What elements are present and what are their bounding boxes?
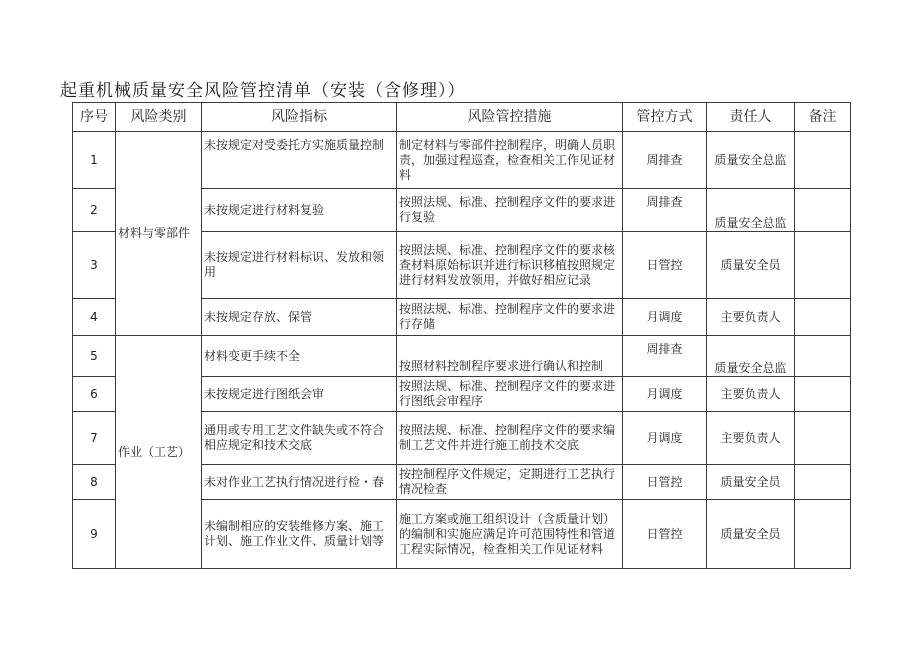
note-cell [795,299,851,336]
indicator-cell: 未对作业工艺执行情况进行检・春 [202,465,397,500]
note-cell [795,377,851,412]
row-number: 1 [73,132,116,189]
note-cell [795,500,851,569]
table-row [73,132,851,189]
owner-cell: 质量安全员 [707,232,795,299]
measures-cell: 按照法规、标准、控制程序文件的要求进行图纸会审程序 [397,377,623,412]
row-number: 3 [73,232,116,299]
category-cell: 材料与零部件 [116,132,202,336]
mode-cell: 月调度 [623,412,707,465]
mode-cell: 周排查 [623,336,707,377]
indicator-cell: 未按规定对受委托方实施质量控制 [202,132,397,189]
mode-cell: 月调度 [623,299,707,336]
table-header-row [73,103,851,132]
page-title: 起重机械质量安全风险管控清单（安装（含修理）） [60,81,466,101]
note-cell [795,189,851,232]
category-cell: 作业（工艺） [116,336,202,569]
header-seq: 序号 [73,103,116,132]
measures-cell: 按照材料控制程序要求进行确认和控制 [397,336,623,377]
note-cell [795,132,851,189]
row-number: 8 [73,465,116,500]
note-cell [795,465,851,500]
measures-cell: 制定材料与零部件控制程序，明确人员职责，加强过程巡查，检查相关工作见证材料 [397,132,623,189]
row-number: 4 [73,299,116,336]
header-mode: 管控方式 [623,103,707,132]
indicator-cell: 未按规定存放、保管 [202,299,397,336]
indicator-cell: 未按规定进行图纸会审 [202,377,397,412]
row-number: 5 [73,336,116,377]
mode-cell: 月调度 [623,377,707,412]
owner-cell: 主要负责人 [707,412,795,465]
measures-cell: 按照法规、标准、控制程序文件的要求进行存储 [397,299,623,336]
header-category: 风险类别 [116,103,202,132]
mode-cell: 周排查 [623,189,707,232]
indicator-cell: 未按规定进行材料复验 [202,189,397,232]
header-measures: 风险管控措施 [397,103,623,132]
row-number: 9 [73,500,116,569]
measures-cell: 按照法规、标准、控制程序文件的要求进行复验 [397,189,623,232]
header-owner: 责任人 [707,103,795,132]
header-note: 备注 [795,103,851,132]
measures-cell: 施工方案或施工组织设计（含质量计划）的编制和实施应满足许可范围特性和管道工程实际情况，检查相关工作见证材料 [397,500,623,569]
indicator-cell: 未按规定进行材料标识、发放和领用 [202,232,397,299]
row-number: 6 [73,377,116,412]
note-cell [795,412,851,465]
mode-cell: 日管控 [623,465,707,500]
mode-cell: 日管控 [623,232,707,299]
owner-cell: 质量安全总监 [707,189,795,232]
indicator-cell: 材料变更手续不全 [202,336,397,377]
owner-cell: 质量安全员 [707,465,795,500]
indicator-cell: 通用或专用工艺文件缺失或不符合相应规定和技术交底 [202,412,397,465]
measures-cell: 按照法规、标准、控制程序文件的要求编制工艺文件并进行施工前技术交底 [397,412,623,465]
mode-cell: 日管控 [623,500,707,569]
indicator-cell: 未编制相应的安装维修方案、施工计划、施工作业文件、质量计划等 [202,500,397,569]
risk-control-table [72,102,851,569]
owner-cell: 主要负责人 [707,377,795,412]
row-number: 2 [73,189,116,232]
note-cell [795,336,851,377]
row-number: 7 [73,412,116,465]
owner-cell: 质量安全员 [707,500,795,569]
owner-cell: 主要负责人 [707,299,795,336]
owner-cell: 质量安全总监 [707,132,795,189]
owner-cell: 质量安全总监 [707,336,795,377]
table-row [73,336,851,377]
measures-cell: 按控制程序文件规定，定期进行工艺执行情况检查 [397,465,623,500]
header-indicator: 风险指标 [202,103,397,132]
mode-cell: 周排查 [623,132,707,189]
note-cell [795,232,851,299]
measures-cell: 按照法规、标准、控制程序文件的要求核查材料原始标识并进行标识移植按照规定进行材料发放领用，并做好相应记录 [397,232,623,299]
